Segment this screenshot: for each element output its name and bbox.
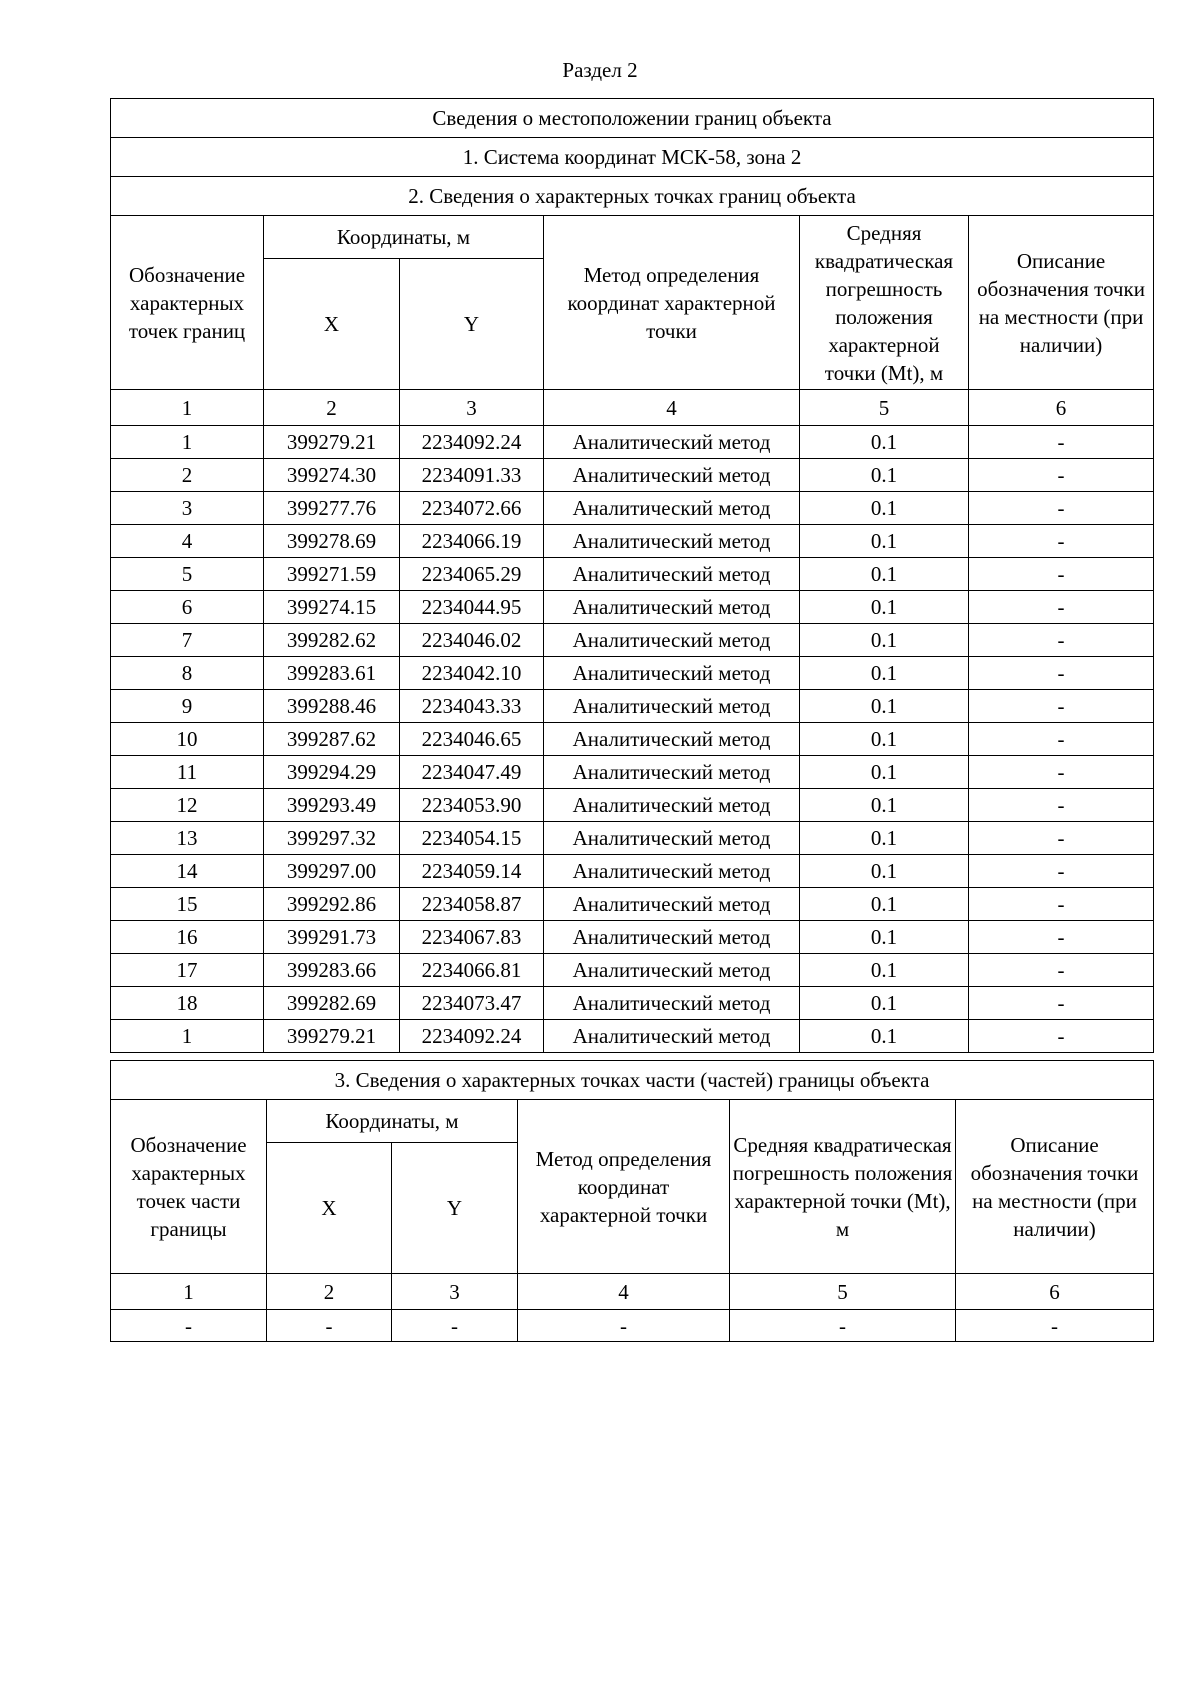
parts-header-method: Метод определения координат характерной точки <box>518 1100 730 1274</box>
cell-y: 2234046.65 <box>400 723 544 756</box>
cell-x: 399277.76 <box>264 492 400 525</box>
cell-y: 2234053.90 <box>400 789 544 822</box>
cell-description: - <box>969 756 1154 789</box>
header-coordinates: Координаты, м <box>264 216 544 259</box>
table-row <box>111 624 1154 657</box>
cell-x: 399274.15 <box>264 591 400 624</box>
col-number: 4 <box>518 1274 730 1310</box>
table-row <box>111 921 1154 954</box>
cell-y: 2234044.95 <box>400 591 544 624</box>
cell-x: 399283.66 <box>264 954 400 987</box>
table-row <box>111 954 1154 987</box>
cell-method: Аналитический метод <box>544 591 800 624</box>
cell-description: - <box>969 558 1154 591</box>
cell-error: 0.1 <box>800 822 969 855</box>
cell-error: 0.1 <box>800 855 969 888</box>
cell-point: 18 <box>111 987 264 1020</box>
cell-y: - <box>392 1310 518 1342</box>
cell-x: 399297.00 <box>264 855 400 888</box>
cell-error: 0.1 <box>800 657 969 690</box>
col-number: 2 <box>267 1274 392 1310</box>
cell-error: 0.1 <box>800 525 969 558</box>
cell-description: - <box>969 855 1154 888</box>
cell-y: 2234066.19 <box>400 525 544 558</box>
cell-error: 0.1 <box>800 492 969 525</box>
cell-x: 399287.62 <box>264 723 400 756</box>
cell-x: 399279.21 <box>264 426 400 459</box>
col-number: 3 <box>400 390 544 426</box>
cell-x: 399282.69 <box>264 987 400 1020</box>
cell-method: Аналитический метод <box>544 888 800 921</box>
table-row <box>111 723 1154 756</box>
cell-error: 0.1 <box>800 987 969 1020</box>
cell-description: - <box>956 1310 1154 1342</box>
cell-description: - <box>969 723 1154 756</box>
cell-error: 0.1 <box>800 1020 969 1053</box>
cell-method: Аналитический метод <box>544 987 800 1020</box>
cell-description: - <box>969 1020 1154 1053</box>
parts-heading: 3. Сведения о характерных точках части (частей) границы объекта <box>111 1061 1154 1100</box>
col-number: 4 <box>544 390 800 426</box>
table-row <box>111 822 1154 855</box>
cell-x: 399274.30 <box>264 459 400 492</box>
cell-x: 399291.73 <box>264 921 400 954</box>
cell-point: 1 <box>111 426 264 459</box>
cell-error: 0.1 <box>800 624 969 657</box>
cell-description: - <box>969 426 1154 459</box>
cell-error: 0.1 <box>800 558 969 591</box>
cell-method: Аналитический метод <box>544 822 800 855</box>
table-row <box>111 426 1154 459</box>
cell-description: - <box>969 822 1154 855</box>
cell-x: 399288.46 <box>264 690 400 723</box>
cell-error: 0.1 <box>800 789 969 822</box>
cell-error: 0.1 <box>800 954 969 987</box>
boundary-points-table <box>110 98 1154 1053</box>
cell-point: 6 <box>111 591 264 624</box>
cell-description: - <box>969 921 1154 954</box>
header-error: Средняя квадратическая погрешность положения характерной точки (Mt), м <box>800 216 969 390</box>
cell-method: Аналитический метод <box>544 624 800 657</box>
cell-error: 0.1 <box>800 591 969 624</box>
table-row <box>111 558 1154 591</box>
table-title: Сведения о местоположении границ объекта <box>111 99 1154 138</box>
table-row <box>111 459 1154 492</box>
cell-method: Аналитический метод <box>544 426 800 459</box>
cell-method: Аналитический метод <box>544 756 800 789</box>
cell-point: 16 <box>111 921 264 954</box>
table-row <box>111 591 1154 624</box>
cell-y: 2234059.14 <box>400 855 544 888</box>
col-number: 2 <box>264 390 400 426</box>
cell-point: 2 <box>111 459 264 492</box>
table-row <box>111 492 1154 525</box>
cell-y: 2234047.49 <box>400 756 544 789</box>
table-row <box>111 690 1154 723</box>
parts-header-coordinates: Координаты, м <box>267 1100 518 1143</box>
cell-y: 2234046.02 <box>400 624 544 657</box>
cell-point: 3 <box>111 492 264 525</box>
col-number: 6 <box>956 1274 1154 1310</box>
header-y: Y <box>400 259 544 390</box>
header-description: Описание обозначения точки на местности (при наличии) <box>969 216 1154 390</box>
cell-point: 4 <box>111 525 264 558</box>
cell-y: 2234067.83 <box>400 921 544 954</box>
parts-header-y: Y <box>392 1143 518 1274</box>
cell-point: 10 <box>111 723 264 756</box>
cell-x: 399297.32 <box>264 822 400 855</box>
cell-method: Аналитический метод <box>544 855 800 888</box>
cell-method: Аналитический метод <box>544 723 800 756</box>
cell-error: - <box>730 1310 956 1342</box>
header-method: Метод определения координат характерной точки <box>544 216 800 390</box>
parts-header-designation: Обозначение характерных точек части границы <box>111 1100 267 1274</box>
cell-y: 2234058.87 <box>400 888 544 921</box>
cell-x: - <box>267 1310 392 1342</box>
table-row <box>111 756 1154 789</box>
table-row <box>111 657 1154 690</box>
cell-error: 0.1 <box>800 723 969 756</box>
cell-point: 8 <box>111 657 264 690</box>
cell-y: 2234054.15 <box>400 822 544 855</box>
parts-header-error: Средняя квадратическая погрешность положения характерной точки (Mt), м <box>730 1100 956 1274</box>
cell-point: 15 <box>111 888 264 921</box>
cell-x: 399283.61 <box>264 657 400 690</box>
cell-y: 2234066.81 <box>400 954 544 987</box>
cell-y: 2234042.10 <box>400 657 544 690</box>
table-row <box>111 987 1154 1020</box>
parts-header-x: X <box>267 1143 392 1274</box>
cell-method: Аналитический метод <box>544 459 800 492</box>
col-number: 6 <box>969 390 1154 426</box>
cell-x: 399271.59 <box>264 558 400 591</box>
cell-description: - <box>969 888 1154 921</box>
cell-description: - <box>969 624 1154 657</box>
cell-description: - <box>969 591 1154 624</box>
cell-method: Аналитический метод <box>544 954 800 987</box>
cell-description: - <box>969 789 1154 822</box>
cell-point: 7 <box>111 624 264 657</box>
coord-system-label: 1. Система координат МСК-58, зона 2 <box>111 138 1154 177</box>
cell-error: 0.1 <box>800 426 969 459</box>
cell-description: - <box>969 459 1154 492</box>
cell-method: Аналитический метод <box>544 921 800 954</box>
cell-description: - <box>969 657 1154 690</box>
cell-point: 9 <box>111 690 264 723</box>
header-designation: Обозначение характерных точек границ <box>111 216 264 390</box>
cell-method: - <box>518 1310 730 1342</box>
cell-error: 0.1 <box>800 459 969 492</box>
section-title: Раздел 2 <box>562 58 638 82</box>
cell-y: 2234072.66 <box>400 492 544 525</box>
header-x: X <box>264 259 400 390</box>
table-row <box>111 525 1154 558</box>
cell-description: - <box>969 525 1154 558</box>
cell-x: 399282.62 <box>264 624 400 657</box>
table-row <box>111 1310 1154 1342</box>
cell-method: Аналитический метод <box>544 525 800 558</box>
boundary-parts-table <box>110 1060 1154 1342</box>
cell-description: - <box>969 954 1154 987</box>
cell-method: Аналитический метод <box>544 492 800 525</box>
cell-y: 2234065.29 <box>400 558 544 591</box>
cell-point: - <box>111 1310 267 1342</box>
cell-description: - <box>969 492 1154 525</box>
cell-point: 1 <box>111 1020 264 1053</box>
cell-point: 5 <box>111 558 264 591</box>
col-number: 3 <box>392 1274 518 1310</box>
table-row <box>111 789 1154 822</box>
cell-method: Аналитический метод <box>544 657 800 690</box>
cell-y: 2234043.33 <box>400 690 544 723</box>
cell-y: 2234092.24 <box>400 1020 544 1053</box>
cell-x: 399293.49 <box>264 789 400 822</box>
cell-method: Аналитический метод <box>544 1020 800 1053</box>
cell-method: Аналитический метод <box>544 789 800 822</box>
cell-x: 399279.21 <box>264 1020 400 1053</box>
cell-description: - <box>969 987 1154 1020</box>
cell-y: 2234091.33 <box>400 459 544 492</box>
col-number: 1 <box>111 390 264 426</box>
parts-header-description: Описание обозначения точки на местности (при наличии) <box>956 1100 1154 1274</box>
cell-point: 17 <box>111 954 264 987</box>
cell-y: 2234092.24 <box>400 426 544 459</box>
points-heading: 2. Сведения о характерных точках границ объекта <box>111 177 1154 216</box>
cell-error: 0.1 <box>800 888 969 921</box>
cell-point: 11 <box>111 756 264 789</box>
cell-x: 399278.69 <box>264 525 400 558</box>
cell-method: Аналитический метод <box>544 690 800 723</box>
col-number: 1 <box>111 1274 267 1310</box>
cell-x: 399294.29 <box>264 756 400 789</box>
table-row <box>111 855 1154 888</box>
cell-description: - <box>969 690 1154 723</box>
table-row <box>111 888 1154 921</box>
cell-x: 399292.86 <box>264 888 400 921</box>
col-number: 5 <box>730 1274 956 1310</box>
table-row <box>111 1020 1154 1053</box>
cell-point: 12 <box>111 789 264 822</box>
col-number: 5 <box>800 390 969 426</box>
cell-y: 2234073.47 <box>400 987 544 1020</box>
cell-method: Аналитический метод <box>544 558 800 591</box>
cell-point: 13 <box>111 822 264 855</box>
cell-error: 0.1 <box>800 690 969 723</box>
cell-error: 0.1 <box>800 921 969 954</box>
cell-point: 14 <box>111 855 264 888</box>
cell-error: 0.1 <box>800 756 969 789</box>
